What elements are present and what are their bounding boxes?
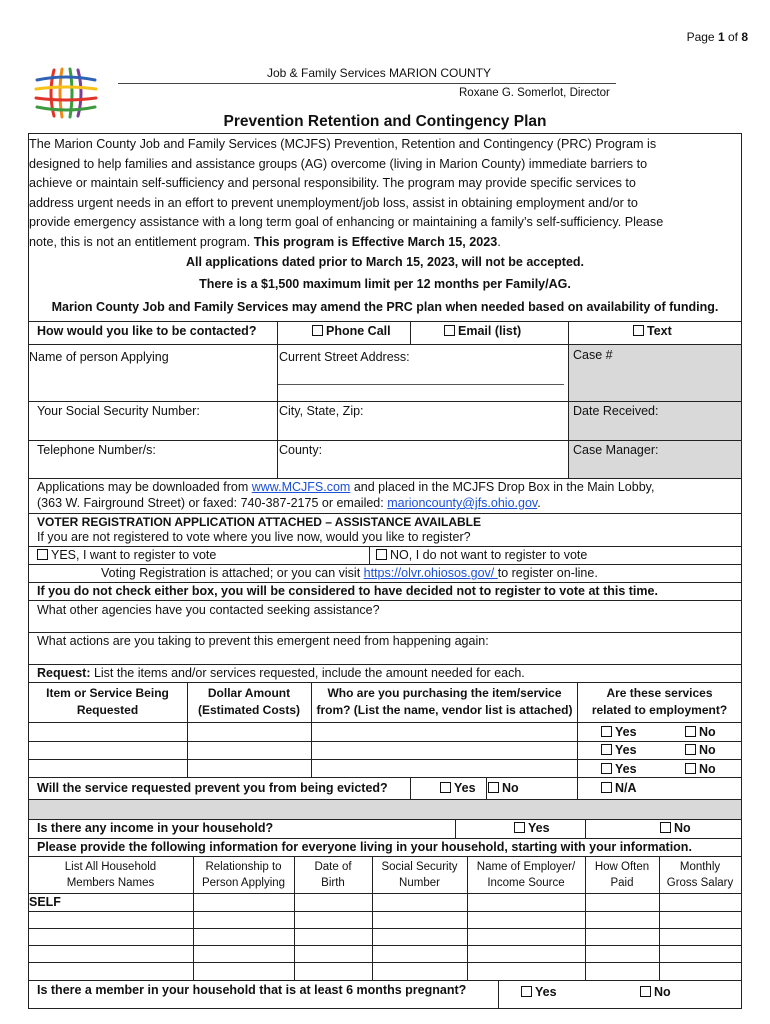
- intro-line: note, this is not an entitlement program. This program is Effective March 15, 2023.: [29, 234, 501, 249]
- checkbox-pregnancy-yes[interactable]: [521, 986, 532, 997]
- employment-yes-3[interactable]: Yes: [601, 762, 637, 777]
- label-case-manager: Case Manager:: [573, 443, 659, 457]
- col-date-of-birth: Date of Birth: [314, 861, 352, 889]
- checkbox-eviction-na[interactable]: [601, 782, 612, 793]
- checkbox-employment-yes[interactable]: [601, 726, 612, 737]
- county-email-link[interactable]: marioncounty@jfs.ohio.gov: [387, 496, 538, 510]
- request-instruction: Request: List the items and/or services requested, include the amount needed for each.: [37, 666, 525, 680]
- employment-no-3[interactable]: No: [685, 762, 716, 777]
- self-row-label: SELF: [29, 895, 61, 909]
- voter-warning: If you do not check either box, you will be considered to have decided not to register to vote at this time.: [37, 584, 658, 598]
- director-name: Roxane G. Somerlot, Director: [459, 87, 610, 99]
- checkbox-pregnancy-no[interactable]: [640, 986, 651, 997]
- agencies-question: What other agencies have you contacted seeking assistance?: [37, 603, 380, 617]
- intro-line: provide emergency assistance with a long term goal of enhancing or maintaining a family’s self-sufficiency. Please: [29, 215, 664, 230]
- label-date-received: Date Received:: [573, 404, 659, 418]
- download-line-1: Applications may be downloaded from www.MCJFS.com and placed in the MCJFS Drop Box in the Main Lobby,: [37, 480, 655, 494]
- employment-no-1[interactable]: No: [685, 725, 716, 740]
- income-question: Is there any income in your household?: [37, 821, 274, 835]
- employment-yes-2[interactable]: Yes: [601, 743, 637, 758]
- pregnancy-yes-option[interactable]: Yes: [521, 985, 557, 1000]
- voter-question: If you are not registered to vote where you live now, would you like to register?: [37, 530, 471, 544]
- label-ssn: Your Social Security Number:: [37, 404, 200, 418]
- employment-no-2[interactable]: No: [685, 743, 716, 758]
- checkbox-voter-yes[interactable]: [37, 549, 48, 560]
- contact-question: How would you like to be contacted?: [37, 324, 257, 338]
- checkbox-phone[interactable]: [312, 325, 323, 336]
- household-instruction: Please provide the following information for everyone living in your household, starting with your information.: [37, 840, 692, 854]
- label-telephone: Telephone Number/s:: [37, 443, 156, 457]
- income-yes-option[interactable]: Yes: [514, 821, 550, 836]
- pregnancy-no-option[interactable]: No: [640, 985, 671, 1000]
- col-how-often-paid: How Often Paid: [594, 861, 650, 889]
- agency-name: Job & Family Services MARION COUNTY: [267, 66, 492, 80]
- intro-paragraph: [29, 135, 741, 253]
- checkbox-employment-no[interactable]: [685, 726, 696, 737]
- col-monthly-gross: Monthly Gross Salary: [666, 861, 734, 889]
- intro-line: address urgent needs in an effort to prevent unemployment/job loss, assist in obtaining employment and/or to: [29, 195, 638, 210]
- label-street-address: Current Street Address:: [279, 350, 410, 364]
- label-applicant-name: Name of person Applying: [29, 350, 169, 364]
- page-number: Page 1 of 8: [686, 30, 748, 44]
- intro-line: The Marion County Job and Family Services (MCJFS) Prevention, Retention and Contingency (PRC) Program is: [29, 137, 657, 151]
- checkbox-eviction-no[interactable]: [488, 782, 499, 793]
- separator-band: [29, 800, 741, 819]
- employment-yes-1[interactable]: Yes: [601, 725, 637, 740]
- contact-text-option[interactable]: Text: [633, 324, 672, 339]
- download-line-2: (363 W. Fairground Street) or faxed: 740-387-2175 or emailed: marioncounty@jfs.ohio.gov.: [37, 496, 541, 510]
- checkbox-employment-yes[interactable]: [601, 744, 612, 755]
- form-title: Prevention Retention and Contingency Plan: [223, 113, 547, 130]
- checkbox-employment-yes[interactable]: [601, 763, 612, 774]
- voter-heading: VOTER REGISTRATION APPLICATION ATTACHED – ASSISTANCE AVAILABLE: [37, 515, 482, 529]
- col-employment: Are these services related to employment?: [591, 686, 728, 717]
- notice-dated: All applications dated prior to March 15, 2023, will not be accepted.: [185, 255, 585, 269]
- checkbox-employment-no[interactable]: [685, 763, 696, 774]
- checkbox-email[interactable]: [444, 325, 455, 336]
- contact-phone-option[interactable]: Phone Call: [312, 324, 391, 339]
- checkbox-employment-no[interactable]: [685, 744, 696, 755]
- checkbox-text[interactable]: [633, 325, 644, 336]
- eviction-no-option[interactable]: No: [488, 781, 519, 796]
- col-member-names: List All Household Members Names: [64, 861, 157, 889]
- actions-question: What actions are you taking to prevent this emergent need from happening again:: [37, 634, 489, 648]
- contact-email-option[interactable]: Email (list): [444, 324, 521, 339]
- income-no-option[interactable]: No: [660, 821, 691, 836]
- col-relationship: Relationship to Person Applying: [201, 861, 286, 889]
- col-employer: Name of Employer/ Income Source: [476, 861, 576, 889]
- label-case-number: Case #: [573, 348, 613, 362]
- notice-amend: Marion County Job and Family Services may amend the PRC plan when needed based on availability of funding.: [51, 300, 719, 314]
- eviction-question: Will the service requested prevent you from being evicted?: [37, 781, 388, 795]
- col-dollar-amount: Dollar Amount (Estimated Costs): [197, 686, 301, 717]
- col-vendor: Who are you purchasing the item/service from? (List the name, vendor list is attached): [316, 686, 573, 717]
- voter-registration-link[interactable]: https://olvr.ohiosos.gov/: [363, 566, 498, 580]
- intro-line: designed to help families and assistance groups (AG) overcome (living in Marion County) immediate barriers to: [29, 156, 648, 171]
- col-item: Item or Service Being Requested: [46, 686, 169, 717]
- voter-no-option[interactable]: NO, I do not want to register to vote: [376, 548, 587, 563]
- checkbox-income-yes[interactable]: [514, 822, 525, 833]
- notice-limit: There is a $1,500 maximum limit per 12 months per Family/AG.: [199, 277, 571, 291]
- mcjfs-website-link[interactable]: www.MCJFS.com: [251, 480, 351, 494]
- eviction-yes-option[interactable]: Yes: [440, 781, 476, 796]
- eviction-na-option[interactable]: N/A: [601, 781, 637, 796]
- voter-yes-option[interactable]: YES, I want to register to vote: [37, 548, 216, 563]
- label-county: County:: [279, 443, 323, 457]
- checkbox-eviction-yes[interactable]: [440, 782, 451, 793]
- intro-line: achieve or maintain self-sufficiency and personal responsibility. The program may provide specific services to: [29, 176, 636, 191]
- checkbox-income-no[interactable]: [660, 822, 671, 833]
- voter-online-line: Voting Registration is attached; or you can visit https://olvr.ohiosos.gov/ to register on-line.: [101, 566, 598, 580]
- col-ssn: Social Security Number: [381, 861, 458, 889]
- checkbox-voter-no[interactable]: [376, 549, 387, 560]
- pregnancy-question: Is there a member in your household that is at least 6 months pregnant?: [37, 983, 467, 997]
- agency-logo: [34, 66, 98, 120]
- label-city-state-zip: City, State, Zip:: [279, 404, 364, 418]
